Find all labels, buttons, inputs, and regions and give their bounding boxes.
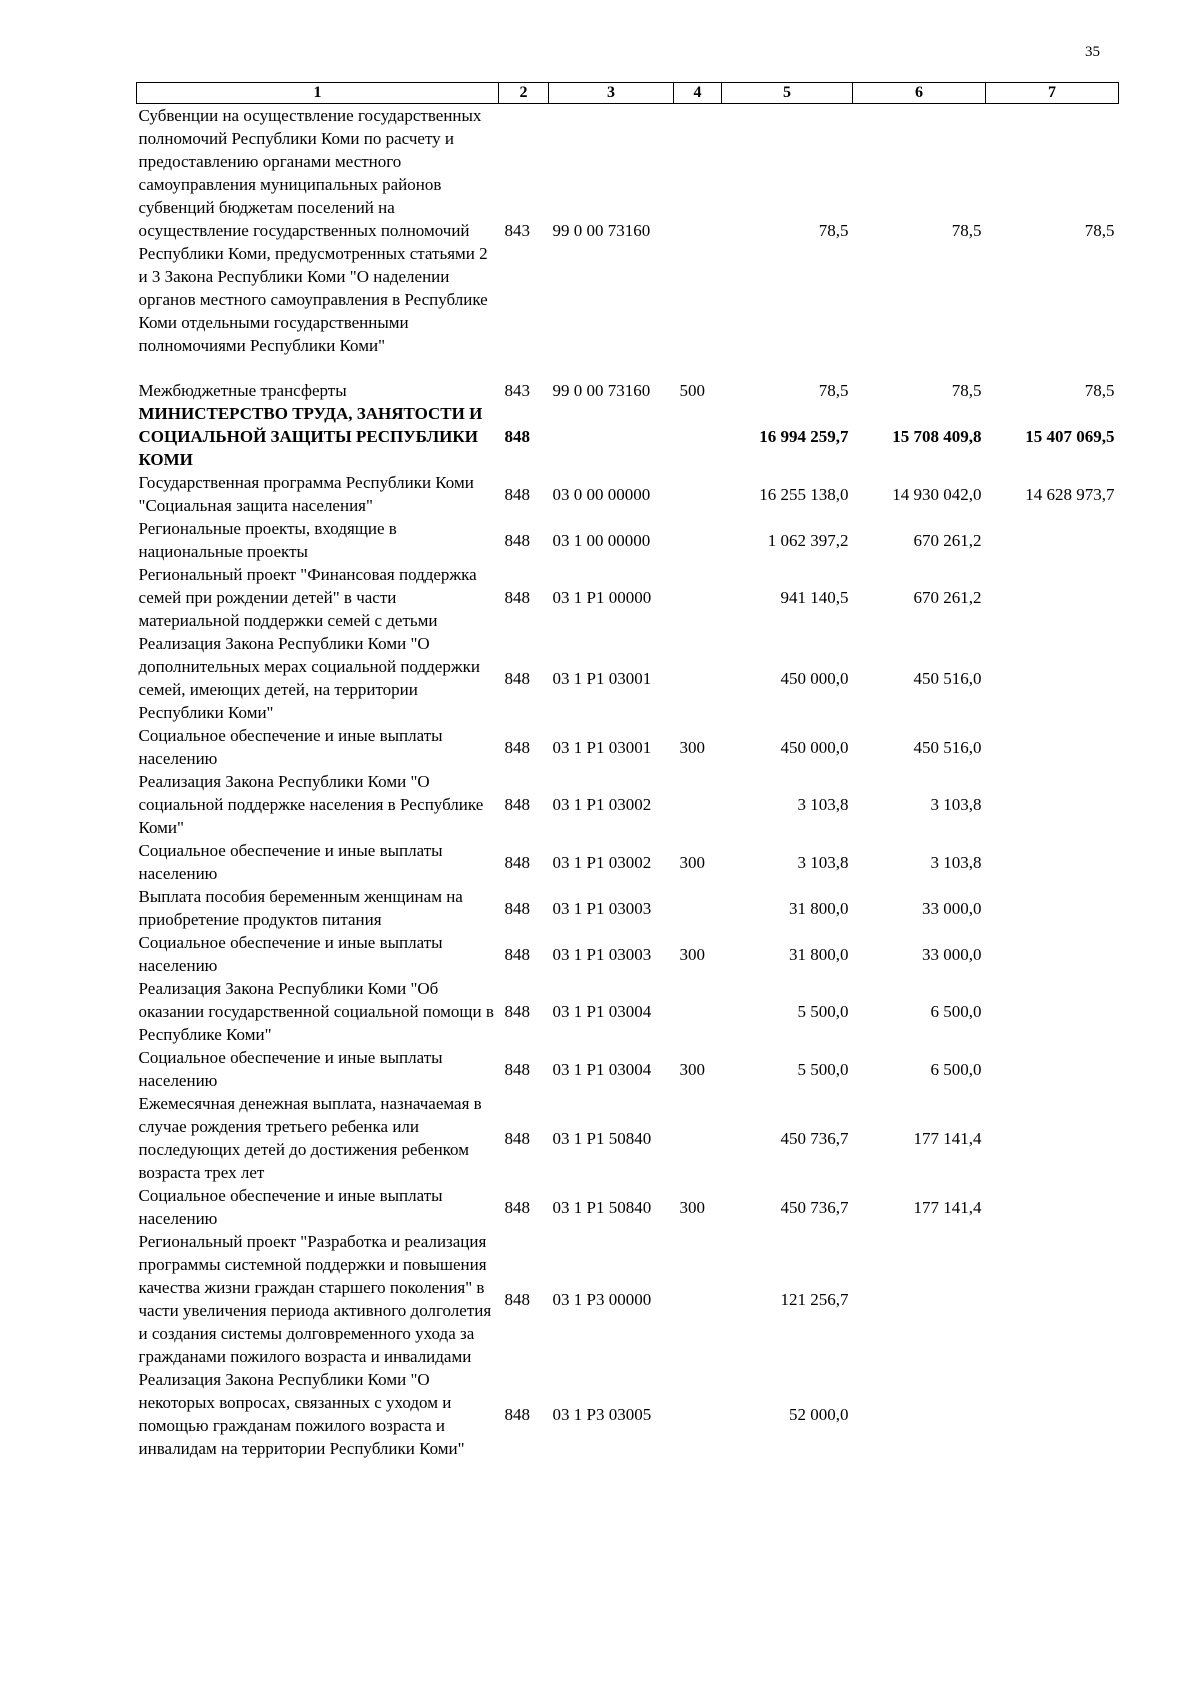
cell-expense-type: 300: [679, 1059, 705, 1079]
cell-target-code: 03 1 P1 03001: [552, 668, 652, 688]
cell-ministry-code: 848: [504, 1289, 530, 1309]
table-row: [137, 379, 1119, 402]
cell-amount-5: 121 256,7: [780, 1289, 849, 1309]
cell-amount-6: [853, 1230, 986, 1368]
cell-expense-type: [674, 471, 722, 517]
cell-name: Реализация Закона Республики Коми "О дополнительных мерах социальной поддержки семей, имеющих детей, на территории Республики Коми": [138, 634, 480, 722]
cell-amount-5: 450 736,7: [780, 1197, 849, 1217]
cell-amount-5: 3 103,8: [797, 795, 849, 814]
cell-amount-7: [986, 931, 1119, 977]
cell-amount-5: 3 103,8: [797, 852, 849, 872]
cell-amount-5: 78,5: [818, 381, 849, 400]
cell-target-code: 03 1 P1 03004: [552, 1059, 652, 1079]
cell-target-code: 03 1 00 00000: [552, 530, 651, 550]
table-row: [137, 931, 1119, 977]
cell-ministry-code: 848: [504, 1404, 530, 1424]
cell-amount-6: 33 000,0: [922, 898, 982, 918]
cell-ministry-code: 848: [504, 795, 530, 814]
table-row: [137, 402, 1119, 471]
table-body: [137, 104, 1119, 1461]
cell-amount-6: 3 103,8: [930, 852, 982, 872]
cell-expense-type: [674, 517, 722, 563]
table-row: [137, 104, 1119, 358]
cell-expense-type: 300: [679, 944, 705, 964]
cell-amount-5: 31 800,0: [789, 898, 849, 918]
table-row: [137, 471, 1119, 517]
cell-amount-6: 15 708 409,8: [892, 427, 982, 446]
cell-name: МИНИСТЕРСТВО ТРУДА, ЗАНЯТОСТИ И СОЦИАЛЬНОЙ ЗАЩИТЫ РЕСПУБЛИКИ КОМИ: [138, 404, 483, 469]
cell-amount-7: [986, 1092, 1119, 1184]
cell-name: Региональный проект "Финансовая поддержка семей при рождении детей" в части материальной поддержки семей с детьми: [138, 565, 477, 630]
table-row: [137, 1046, 1119, 1092]
cell-amount-7: [986, 563, 1119, 632]
cell-amount-7: [986, 1230, 1119, 1368]
cell-amount-6: 670 261,2: [913, 588, 982, 607]
cell-amount-6: 177 141,4: [913, 1128, 982, 1148]
cell-target-code: 03 1 P1 03001: [552, 737, 652, 757]
cell-target-code: 03 1 P1 00000: [552, 588, 652, 607]
cell-amount-7: [986, 1046, 1119, 1092]
cell-amount-7: [986, 517, 1119, 563]
cell-amount-7: [986, 1184, 1119, 1230]
cell-amount-6: 14 930 042,0: [892, 484, 982, 504]
cell-name: Ежемесячная денежная выплата, назначаемая в случае рождения третьего ребенка или последующих детей до достижения ребенком возраста трех лет: [138, 1094, 482, 1182]
cell-ministry-code: 848: [504, 1059, 530, 1079]
cell-amount-6: [853, 1368, 986, 1460]
cell-name: Социальное обеспечение и иные выплаты населению: [138, 1048, 443, 1090]
cell-target-code: 99 0 00 73160: [552, 381, 651, 400]
table-row: [137, 1184, 1119, 1230]
cell-name: Реализация Закона Республики Коми "О социальной поддержке населения в Республике Коми": [138, 772, 484, 837]
cell-target-code: 03 1 P1 03002: [552, 795, 652, 814]
cell-amount-5: 1 062 397,2: [767, 530, 849, 550]
cell-ministry-code: 843: [504, 221, 530, 240]
cell-amount-7: [986, 1368, 1119, 1460]
cell-expense-type: 500: [679, 381, 705, 400]
cell-amount-7: [986, 839, 1119, 885]
cell-amount-5: 5 500,0: [797, 1059, 849, 1079]
cell-name: Региональный проект "Разработка и реализация программы системной поддержки и повышения качества жизни граждан старшего поколения" в части увеличения периода активного долголетия и создания системы долговременного ухода за гражданами пожилого возраста и инвалидами: [138, 1232, 492, 1366]
table-row: [137, 839, 1119, 885]
cell-name: Социальное обеспечение и иные выплаты населению: [138, 933, 443, 975]
cell-amount-6: 78,5: [951, 221, 982, 240]
cell-target-code: 03 1 P1 50840: [552, 1128, 652, 1148]
cell-amount-5: 16 255 138,0: [759, 484, 849, 504]
table-row: [137, 1092, 1119, 1184]
cell-target-code: 03 1 P3 00000: [552, 1289, 652, 1309]
page-number: 35: [1085, 44, 1100, 60]
cell-amount-7: 14 628 973,7: [1025, 484, 1115, 504]
cell-ministry-code: 848: [504, 944, 530, 964]
cell-amount-5: 16 994 259,7: [759, 427, 849, 446]
cell-amount-7: [986, 724, 1119, 770]
cell-amount-6: 670 261,2: [913, 530, 982, 550]
table-row: [137, 517, 1119, 563]
cell-target-code: 03 0 00 00000: [552, 484, 651, 504]
header-col-4: 4: [674, 83, 722, 104]
spacer-cell: [137, 357, 1119, 379]
cell-amount-5: 5 500,0: [797, 1002, 849, 1021]
cell-amount-7: [986, 770, 1119, 839]
cell-amount-5: 52 000,0: [789, 1404, 849, 1424]
cell-target-code: 03 1 P1 03004: [552, 1002, 652, 1021]
header-col-3: 3: [549, 83, 674, 104]
table-row: [137, 770, 1119, 839]
header-col-7: 7: [986, 83, 1119, 104]
cell-amount-6: 33 000,0: [922, 944, 982, 964]
cell-amount-6: 177 141,4: [913, 1197, 982, 1217]
cell-name: Социальное обеспечение и иные выплаты населению: [138, 841, 443, 883]
cell-amount-6: 450 516,0: [913, 737, 982, 757]
cell-amount-7: [986, 885, 1119, 931]
cell-ministry-code: 848: [504, 427, 530, 446]
cell-ministry-code: 848: [504, 1197, 530, 1217]
header-col-6: 6: [853, 83, 986, 104]
cell-expense-type: [674, 1092, 722, 1184]
table-row: [137, 632, 1119, 724]
cell-expense-type: 300: [679, 737, 705, 757]
cell-expense-type: 300: [679, 1197, 705, 1217]
cell-name: Социальное обеспечение и иные выплаты населению: [138, 1186, 443, 1228]
cell-target-code: 03 1 P3 03005: [552, 1404, 652, 1424]
cell-amount-7: [986, 977, 1119, 1046]
cell-ministry-code: 843: [504, 381, 530, 400]
cell-name: Субвенции на осуществление государственных полномочий Республики Коми по расчету и предоставлению органами местного самоуправления муниципальных районов субвенций бюджетам поселений на осуществление государственных полномочий Республики Коми, предусмотренных статьями 2 и 3 Закона Республики Коми "О наделении органов местного самоуправления в Республике Коми отдельными государственными полномочиями Республики Коми": [138, 106, 488, 355]
cell-expense-type: [674, 104, 722, 358]
cell-amount-5: 78,5: [818, 221, 849, 240]
cell-target-code: 03 1 P1 50840: [552, 1197, 652, 1217]
cell-name: Выплата пособия беременным женщинам на приобретение продуктов питания: [138, 887, 463, 929]
cell-name: Государственная программа Республики Коми "Социальная защита населения": [138, 473, 474, 515]
table-header-row: [137, 83, 1119, 104]
cell-amount-5: 450 000,0: [780, 668, 849, 688]
table-row: [137, 1230, 1119, 1368]
cell-expense-type: [674, 885, 722, 931]
table-row: [137, 977, 1119, 1046]
table-row: [137, 1368, 1119, 1460]
cell-ministry-code: 848: [504, 668, 530, 688]
cell-expense-type: 300: [679, 852, 705, 872]
cell-target-code: 03 1 P1 03003: [552, 944, 652, 964]
cell-name: Региональные проекты, входящие в национальные проекты: [138, 519, 397, 561]
cell-amount-6: 3 103,8: [930, 795, 982, 814]
budget-table: [136, 82, 1119, 1460]
cell-ministry-code: 848: [504, 1002, 530, 1021]
cell-amount-7: 78,5: [1084, 381, 1115, 400]
cell-ministry-code: 848: [504, 737, 530, 757]
cell-amount-5: 450 736,7: [780, 1128, 849, 1148]
cell-target-code: 03 1 P1 03002: [552, 852, 652, 872]
cell-expense-type: [674, 563, 722, 632]
cell-ministry-code: 848: [504, 530, 530, 550]
spacer-row: [137, 357, 1119, 379]
cell-expense-type: [674, 770, 722, 839]
cell-ministry-code: 848: [504, 852, 530, 872]
cell-expense-type: [674, 402, 722, 471]
cell-amount-7: [986, 632, 1119, 724]
cell-name: Межбюджетные трансферты: [138, 381, 347, 400]
cell-target-code: 99 0 00 73160: [552, 221, 651, 240]
cell-amount-6: 6 500,0: [930, 1002, 982, 1021]
header-col-1: 1: [137, 83, 499, 104]
cell-expense-type: [674, 1230, 722, 1368]
cell-ministry-code: 848: [504, 588, 530, 607]
cell-name: Реализация Закона Республики Коми "Об оказании государственной социальной помощи в Республике Коми": [138, 979, 494, 1044]
table-row: [137, 563, 1119, 632]
cell-amount-6: 450 516,0: [913, 668, 982, 688]
header-col-5: 5: [722, 83, 853, 104]
cell-target-code: [549, 402, 674, 471]
cell-amount-7: 15 407 069,5: [1025, 427, 1115, 446]
cell-amount-5: 450 000,0: [780, 737, 849, 757]
cell-expense-type: [674, 632, 722, 724]
cell-ministry-code: 848: [504, 898, 530, 918]
cell-name: Реализация Закона Республики Коми "О некоторых вопросах, связанных с уходом и помощью гражданам пожилого возраста и инвалидам на территории Республики Коми": [138, 1370, 465, 1458]
cell-expense-type: [674, 1368, 722, 1460]
cell-amount-5: 941 140,5: [780, 588, 849, 607]
cell-expense-type: [674, 977, 722, 1046]
cell-ministry-code: 848: [504, 484, 530, 504]
table-row: [137, 724, 1119, 770]
cell-ministry-code: 848: [504, 1128, 530, 1148]
table-row: [137, 885, 1119, 931]
cell-amount-6: 6 500,0: [930, 1059, 982, 1079]
cell-amount-7: 78,5: [1084, 221, 1115, 240]
cell-name: Социальное обеспечение и иные выплаты населению: [138, 726, 443, 768]
cell-target-code: 03 1 P1 03003: [552, 898, 652, 918]
cell-amount-6: 78,5: [951, 381, 982, 400]
header-col-2: 2: [499, 83, 549, 104]
cell-amount-5: 31 800,0: [789, 944, 849, 964]
